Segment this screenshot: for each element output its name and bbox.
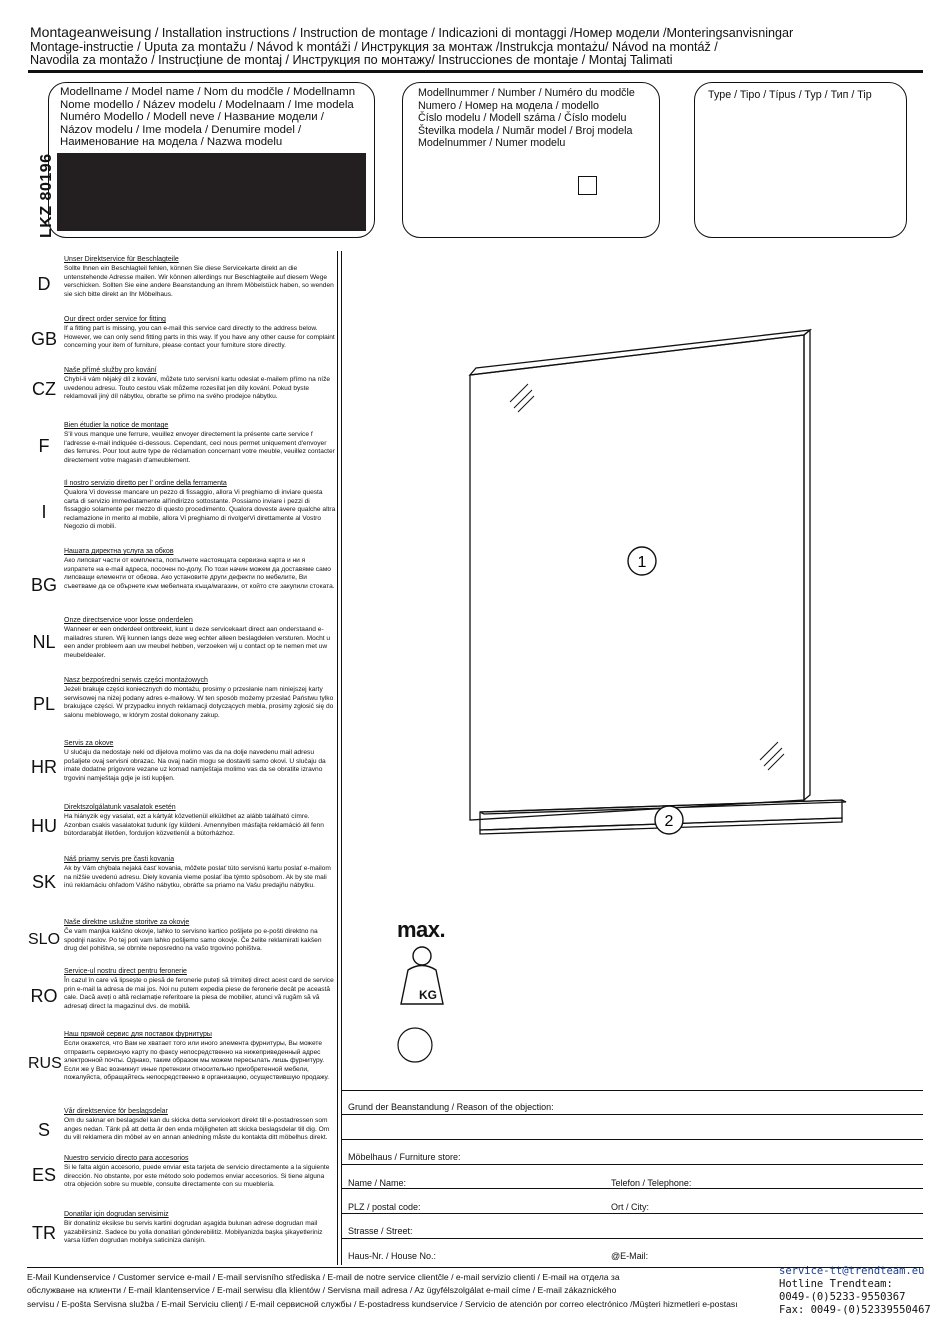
lang-code: RO [30,986,58,1006]
title-line2: Montage-instructie / Uputa za montažu / Návod k montáži / Инструкция за монтаж /Instrukcja montażu/ Návod na montáž / [30,39,718,54]
lang-body: If a fitting part is missing, you can e-mail this service card directly to the address below. However, we can only send fitting parts in this way. If you have any other cause for complaint concerning your item of furniture, please contact your furniture store directly. [64,325,335,349]
lang-heading: Vår direktservice för beslagsdelar [64,1108,168,1115]
type-label: Type / Tipo / Típus / Typ / Тип / Tip [708,89,872,101]
glare-icon [510,384,784,770]
lang-body: Jeżeli brakuje części koniecznych do montażu, prosimy o przesłanie nam niniejszej karty serwisowej na niżej podany adres e-mailowy. W ten sposób możemy przesłać Państwu tylko brakujące części. W przypadku innych reklamacji dotyczących mebla, prosimy zgłosić się do salonu meblowego, w którym został dokonany zakup. [64,686,334,719]
lang-heading: Il nostro servizio diretto per l' ordine della ferramenta [64,480,227,487]
service-email-link[interactable]: service-tt@trendteam.eu [779,1265,925,1277]
lang-heading: Nasz bezpośredni serwis części montażowych [64,677,208,684]
mirror-panel-right-edge [804,330,810,800]
lang-body: Qualora Vi dovesse mancare un pezzo di fissaggio, allora Vi preghiamo di inviare questa carta di servizio immediatamente all'indirizzo sottostante. Possiamo inviare i pezzi di fissaggio solamente per mezzo di questo procedimento. Qualora doveste avere qualche altra reclamazione in merito al mobile, allora Vi preghiamo di rivolgerVi direttamente al Vostro Negozio di mobili. [64,489,336,530]
number-label-line: Modelnummer / Numer modelu [418,137,566,150]
service-text-column [28,256,337,1266]
lang-code: PL [32,694,56,714]
lang-code: NL [32,632,56,652]
lang-heading: Наш прямой сервис для поставок фурнитуры [64,1031,212,1038]
max-load-label: max. [397,917,446,942]
lang-code: I [41,502,47,522]
lang-body: Если окажется, что Вам не хватает того или иного элемента фурнитуры, Вы можете отправить сервисную карту по факсу непосредственно на нижеприведенный адрес электронной почты. Однако, таким образом мы можем пересылать лишь фурнитуру. Если же у Вас возникнут иные претензии относительно приобретенной мебели, пожалуйста, обращайтесь непосредственно в организацию, осуществившую продажу. [64,1040,330,1081]
mirror-panel [470,335,804,820]
model-label-line: Názov modelu / Ime modela / Denumire model / [60,123,302,136]
lang-code: S [37,1120,50,1140]
postal-label: PLZ / postal code: [348,1202,421,1212]
lang-heading: Нашата директна услуга за обков [64,548,174,555]
model-name-blackout [57,153,366,231]
footer-line: E-Mail Kundenservice / Customer service e-mail / E-mail servisního střediska / E-mail de notre service clientčle / e-mail servizio clienti / E-mail на отдела за [27,1272,620,1282]
name-label: Name / Name: [348,1178,407,1188]
lang-heading: Unser Direktservice für Beschlagteile [64,256,179,263]
mirror-panel-top-edge [470,330,810,375]
lang-heading: Servis za okove [64,740,114,747]
city-label: Ort / City: [611,1202,649,1212]
title-line1: / Installation instructions / Instruction de montage / Indicazioni di montaggi /Номер модели /Monteringsanvisningar [151,26,794,40]
lang-heading: Naše přímé služby pro kování [64,367,157,374]
footer-text [27,1271,767,1311]
lang-code: D [37,274,51,294]
lang-body: U slučaju da nedostaje neki od dijelova molimo vas da na dolje navedenu mail adresu pošaljete ovaj servisni obrazac. Na ovaj način mogu se dostaviti samo okovi. U slučaju da imate dodatne prigovore vezane uz komad namještaja molimo vas da se obratite izravno trgovini namještaja gdje je isti kupljen. [64,749,326,782]
lang-code: HR [31,757,57,777]
lang-code: ES [31,1165,56,1185]
number-label-line: Modellnummer / Number / Numéro du modčle [418,87,635,99]
store-label: Möbelhaus / Furniture store: [348,1152,461,1162]
title-line3: Navodila za montažo / Instrucțiune de montaj / Инструкция по монтажу/ Instrucciones de montaje / Montaj Talimati [30,53,673,67]
footer-line: servisu / E-pošta Servisna služba / E-mail Serviciu clienți / E-mail сервисной службы / E-postadress kundservice / Servicio de atención por correo electrónico /Müşteri hizmetleri e-postası [27,1298,738,1309]
phone-label: Telefon / Telephone: [611,1178,692,1188]
objection-label: Grund der Beanstandung / Reason of the objection: [348,1102,554,1112]
model-label-line: Modellname / Model name / Nom du modčle / Modellnamn [60,86,356,98]
title-main: Montageanweisung [30,26,152,40]
lang-body: Ha hiányzik egy vasalat, ezt a kártyát közvetlenül elküldhet az alább található címre. Azonban csakis vasalatokat tudunk így küldeni. Amennyiben másfajta reklamáció áll fenn bútordarabját illetően, forduljon közvetlenül a bútorházhoz. [64,813,324,837]
header-divider [28,70,923,73]
lang-heading: Nuestro servicio directo para accesorios [64,1155,189,1162]
column-divider-left [337,251,338,1265]
weight-value-circle [396,1026,436,1066]
lang-body: S'il vous manque une ferrure, veuillez envoyer directement la présente carte service f l'adresse e-mail indiquée ci-dessous. Cependant, ceci nous permet uniquement d'envoyer des ferrures. Pour tout autre type de réclamation concernant votre meuble, veuillez contacter directement votre magasin d'ameublement. [64,431,335,464]
part-2-number: 2 [664,813,674,830]
lang-heading: Our direct order service for fitting [64,316,166,323]
weight-unit: KG [419,988,437,1002]
lang-code: GB [30,329,57,349]
lang-body: Ако липсват части от комплекта, попълнете настоящата сервизна карта и ни я изпратете на e-mail адреса, посочен по-долу. По този начин можем да доставяме само липсващи елементи от обкова. Ако установите други дефекти по мебелите, Ви съветваме да се обърнете към мебелната къща/магазин, от който сте закупили стоката. [64,557,335,590]
lang-body: Om du saknar en beslagsdel kan du skicka detta servicekort direkt till e-postadressen som anges nedan. Tänk på att detta är den enda möjligheten att skicka beslagsdelar till dig. Om du vill reklamera din möbel av en annan anledning måste du kontakta ditt möbelhus direkt. [64,1117,330,1141]
lang-body: Chybí-li vám nějaký díl z kování, můžete tuto servisní kartu odeslat e-mailem přímo na níže uvedenou adresu. Touto cestou však můžeme rozesílat jen díly kování. Pokud byste reklamovali jiný díl nábytku, obraťte se přímo na svého prodejce nábytku. [64,376,331,400]
part-1-number: 1 [637,554,647,571]
lang-heading: Donatilar için dogrudan servisimiz [64,1211,169,1218]
hotline-phone: 0049-(0)5233-9550367 [779,1291,906,1303]
part-1-label [628,547,656,575]
part-2-label [655,806,683,834]
model-name-labels [60,86,372,149]
lang-code: RUS [28,1055,62,1072]
email-label: @E-Mail: [611,1251,649,1261]
model-label-line: Numéro Modello / Modell neve / Название модели / [60,111,324,124]
hotline-label: Hotline Trendteam: [779,1278,893,1290]
house-no-label: Haus-Nr. / House No.: [348,1251,437,1261]
model-code: LKZ 80196 [38,153,55,238]
lang-body: În cazul în care vă lipsește o piesă de feronerie puteți să trimiteți direct acest card de service prin e-mail la adresa de mai jos. Noi nu putem expedia piese de feronerie decât pe această cale. Dacă aveți o altă reclamație referitoare la piesa de mobilier, atunci vă rugăm să vă adresați direct la magazinul dvs. de mobilă. [64,977,334,1010]
lang-code: F [38,436,50,456]
fax-number: Fax: 0049-(0)52339550467 [779,1304,931,1316]
type-box [694,82,907,238]
lang-body: Če vam manjka kakšno okovje, lahko to servisno kartico pošljete po e-pošti direktno na spodnji naslov. Po tej poti vam lahko pošljemo samo okovje. Če želite reklamirati kakšen drug del pohištva, se obrnite neposredno na vašo trgovino pohištva. [64,928,322,952]
number-label-line: Číslo modelu / Modell száma / Číslo modelu [418,112,627,125]
lang-body: Sollte Ihnen ein Beschlagteil fehlen, können Sie diese Servicekarte direkt an die untenstehende Adresse mailen. Wir können allerdings nur Beschlagteile auf diesem Wege verschicken. Sollten Sie eine andere Beanstandung an Ihrem Möbelstück haben, so wenden sie sich bitte direkt an Ihr Möbelhaus. [64,265,334,298]
model-label-line: Nome modello / Název modelu / Modelnaam / Ime modela [60,98,354,111]
lang-heading: Direktszolgálatunk vasalatok esetén [64,804,176,811]
footer-line: обслужване на клиенти / E-mail klantenservice / E-mail serwisu dla klientów / Servisna mail adresa / Az ügyfélszolgálat e-mail címe / E-mail zákaznického [27,1285,617,1296]
lang-body: Si le falta algún accesorio, puede enviar esta tarjeta de servicio directamente a la siguiente dirección. No obstante, por este método solo podemos enviar accesorios. Si tiene alguna otra objeción sobre su mueble, consulte directamente con su mueblería. [64,1164,330,1188]
lang-code: SLO [28,931,61,948]
lang-body: Bir donatiniz eksikse bu servis kartini dogrudan aşagida bulunan adrese dogrudan mail yazabilirsiniz. Sadece bu yolla donatilari gönderebilitiz. Mobilyanizda başka şikayetleriniz varsa lütfen dogrudan mobilya saticiniza danişin. [64,1220,323,1244]
model-number-labels [418,87,658,150]
number-label-line: Numero / Номер на модела / modello [418,99,599,112]
lang-body: Wanneer er een onderdeel ontbreekt, kunt u deze servicekaart direct aan onderstaand e-mailadres sturen. Wij kunnen langs deze weg echter alleen beslagdelen versturen. Mocht u een ander probleem aan uw meubel hebben, verzoeken wij u contact op te nemen met uw meubeldealer. [64,626,331,659]
number-checkbox[interactable] [578,176,597,195]
contact-block [779,1265,944,1317]
lang-code: HU [31,816,57,836]
lang-code: BG [30,575,57,595]
lang-heading: Naše direktne uslužne storitve za okovje [64,919,190,926]
lang-body: Ak by Vám chýbala nejaká časť kovania, môžete poslať túto servisnú kartu poslať e-mailom na nižšie uvedenú adresu. Diely kovania vieme poslať iba týmto spôsobom. Ak by ste mali inú reklamáciu ohľadom Vášho nábytku, obráťte sa priamo na Vašu predajňu nábytku. [64,865,331,889]
lang-heading: Náš priamy servis pre časti kovania [64,856,175,863]
street-label: Strasse / Street: [348,1226,413,1236]
lang-heading: Bien étudier la notice de montage [64,422,169,429]
lang-heading: Service-ul nostru direct pentru feronerie [64,968,187,975]
lang-code: TR [32,1223,56,1243]
lang-code: CZ [32,379,56,399]
model-label-line: Наименование на модела / Nazwa modelu [60,136,283,149]
header-title [30,26,935,68]
lang-code: SK [31,872,56,892]
number-label-line: Številka modela / Număr model / Broj modela [418,124,633,137]
lang-heading: Onze directservice voor losse onderdelen [64,617,193,624]
